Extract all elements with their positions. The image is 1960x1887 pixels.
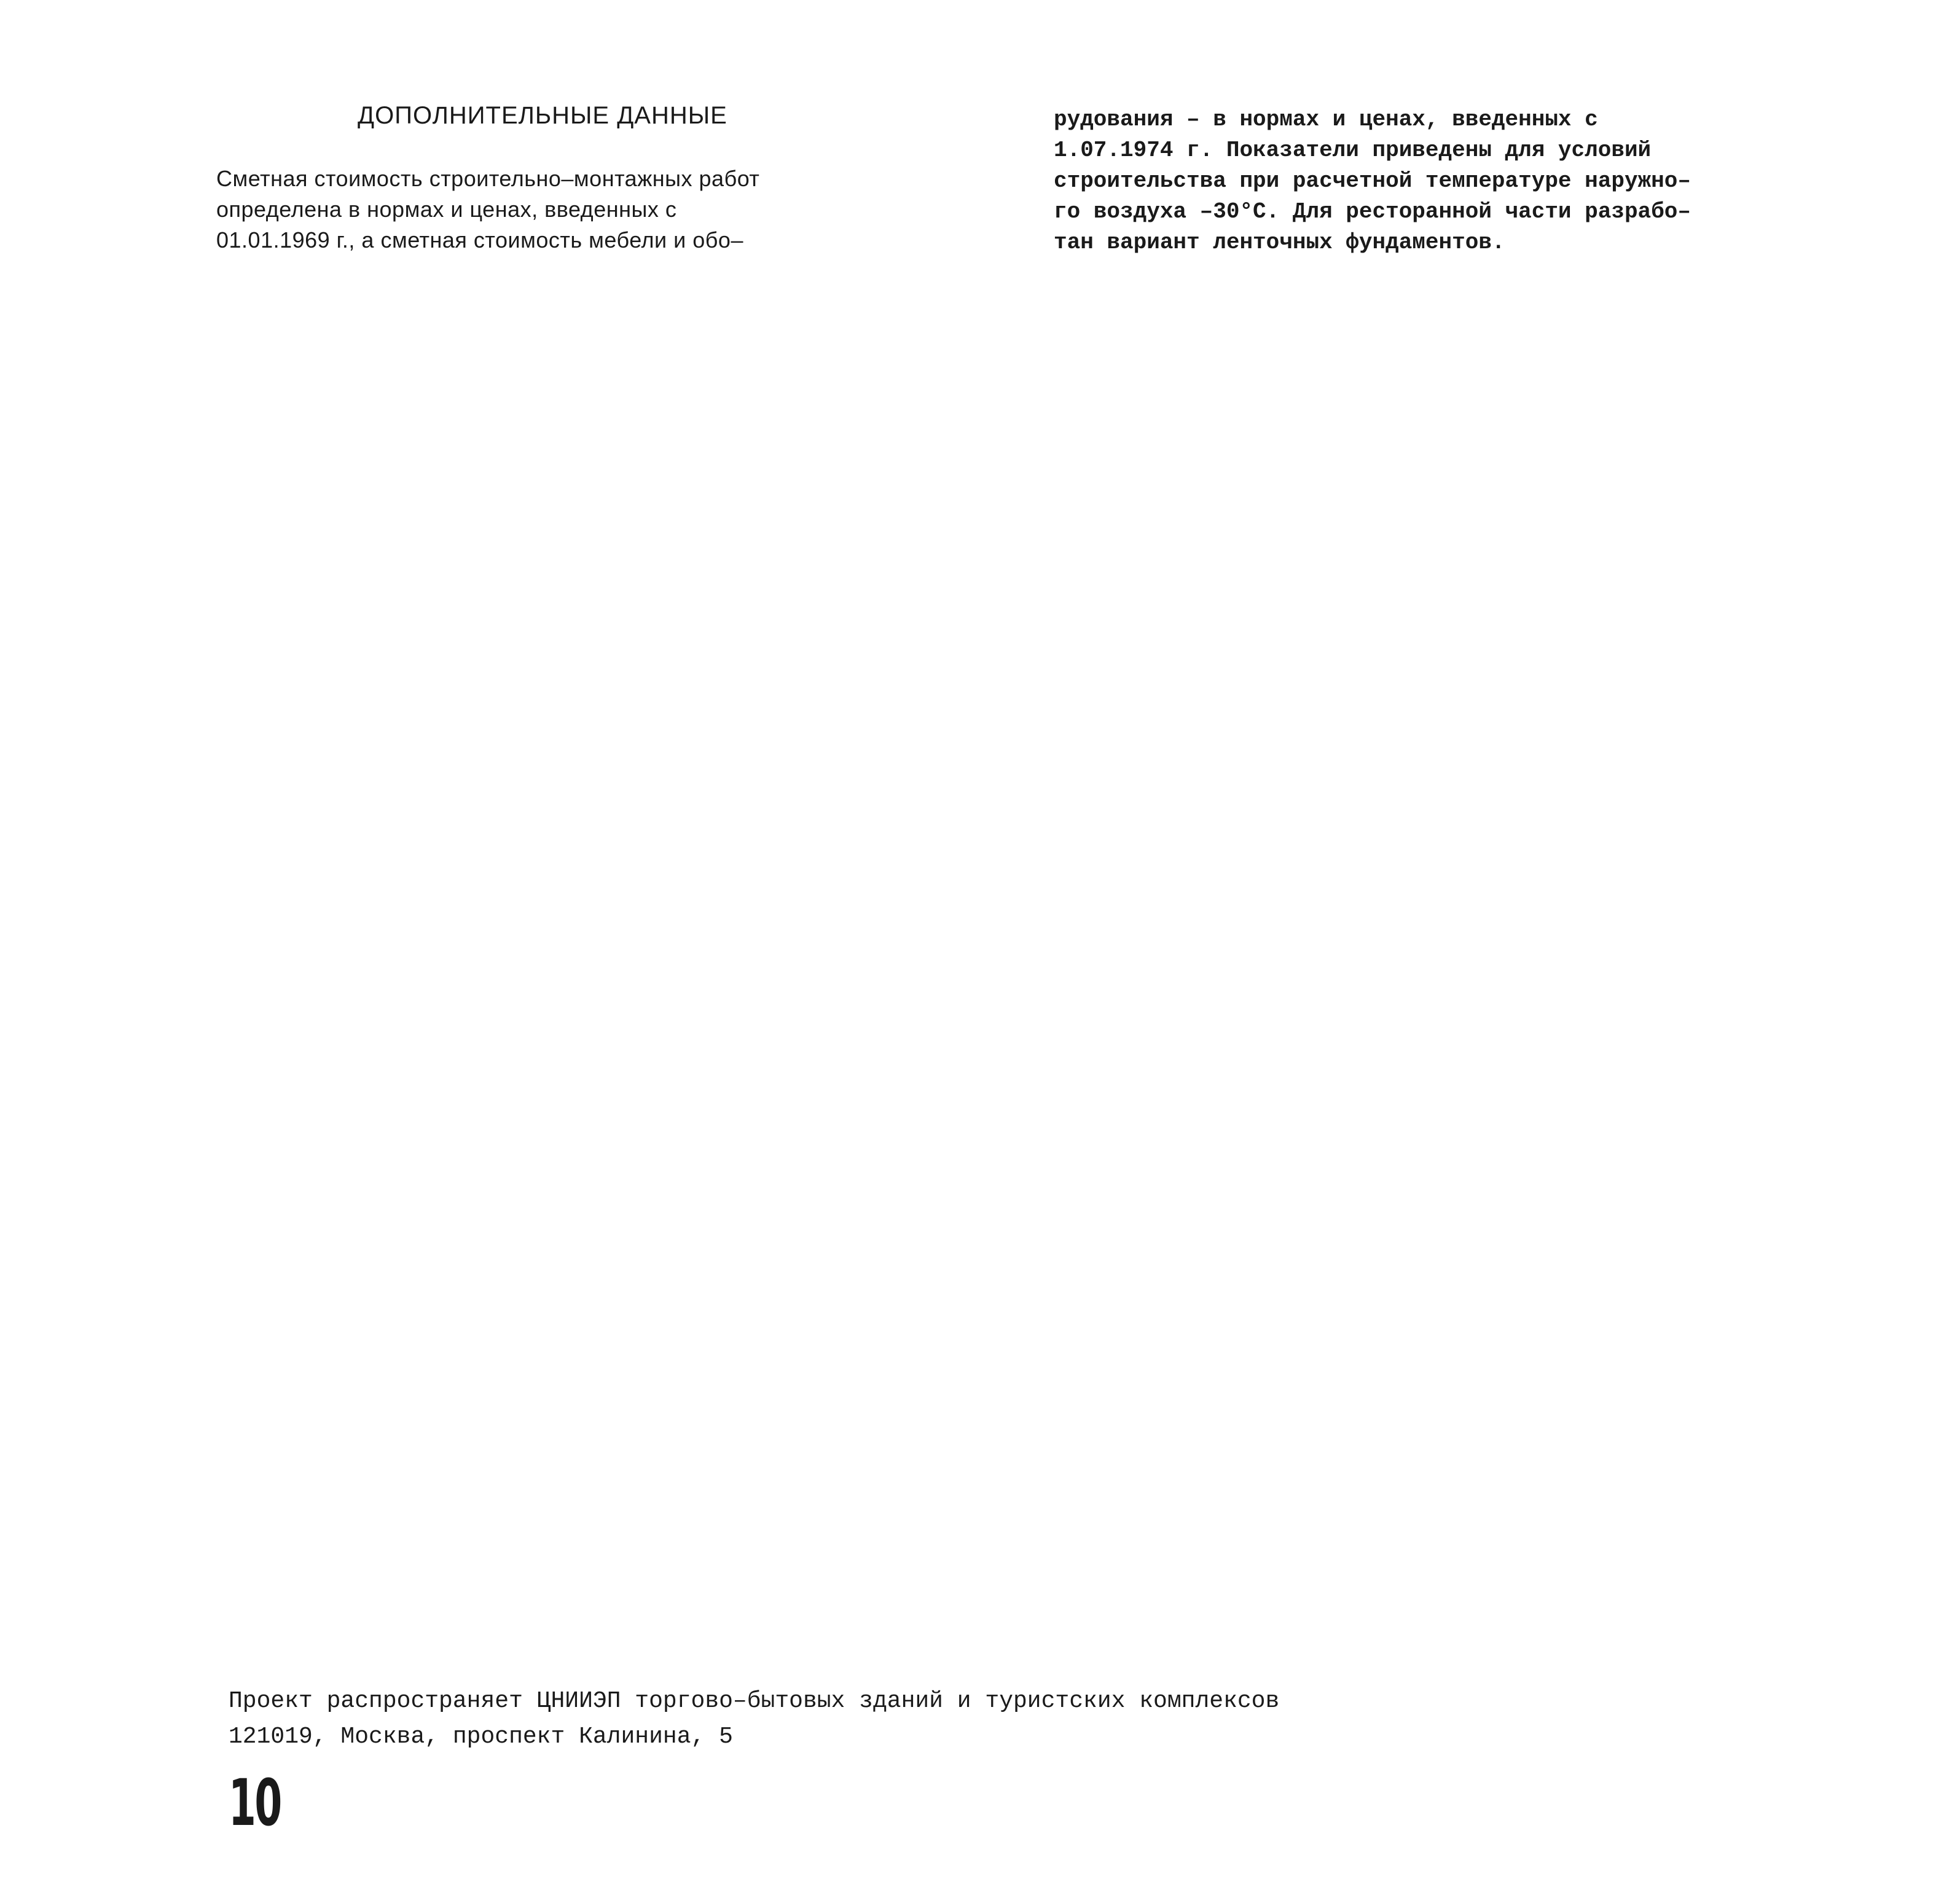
section-heading: ДОПОЛНИТЕЛЬНЫЕ ДАННЫЕ (358, 102, 727, 129)
address-line: 121019, Москва, проспект Калинина, 5 (229, 1724, 733, 1750)
text-line: строительства при расчетной температуре наружно– (1054, 168, 1691, 194)
text-line: го воздуха –30°С. Для ресторанной части разрабо– (1054, 199, 1691, 224)
text-line: рудования – в нормах и ценах, введенных с (1054, 107, 1598, 132)
text-line: 1.07.1974 г. Показатели приведены для условий (1054, 138, 1652, 163)
text-line: 01.01.1969 г., а сметная стоимость мебели и обо– (216, 227, 743, 253)
distributor-footer (229, 1684, 1279, 1755)
text-line: определена в нормах и ценах, введенных с (216, 197, 677, 222)
right-column-text (1054, 104, 1691, 258)
left-column-text (216, 163, 759, 256)
distributor-line: Проект распространяет ЦНИИЭП торгово–бытовых зданий и туристских комплексов (229, 1688, 1280, 1714)
text-line: тан вариант ленточных фундаментов. (1054, 230, 1505, 255)
text-line: Сметная стоимость строительно–монтажных работ (216, 166, 760, 191)
page-number: 10 (229, 1765, 281, 1840)
